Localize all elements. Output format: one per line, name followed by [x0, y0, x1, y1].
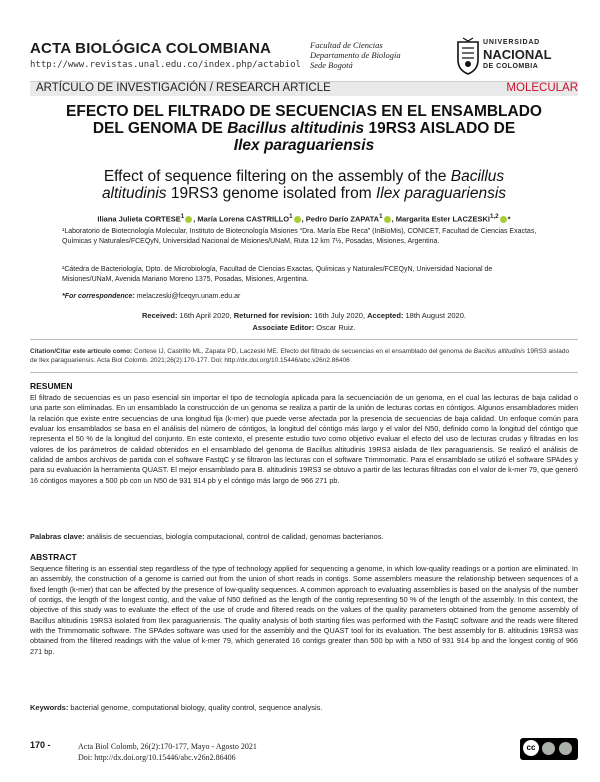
title-es-line3: Ilex paraguariensis: [233, 137, 375, 154]
title-spanish: [30, 103, 578, 154]
title-en-line2: altitudinis 19RS3 genome isolated from Ilex paraguariensis: [101, 185, 507, 202]
citation-block: Citation/Citar este artículo como: Cortese IJ, Castrillo ML, Zapata PD, Laczeski ME. Efecto del filtrado de secuencias en el ensamblado del genoma de Bacillus altitudinis 19RS3 aislado de Ilex paraguariensis. Acta Biol Colomb. 2021;26(2):170-177. Doi: http://dx.doi.org/10.15446/abc.v26n2.86406: [30, 348, 570, 364]
author-affil-sup: 1: [180, 213, 185, 220]
cc-by-icon: [542, 742, 555, 755]
palabras-clave: Palabras clave: análisis de secuencias, biología computacional, control de calidad, genomas bacterianos.: [30, 532, 384, 541]
orcid-icon[interactable]: [500, 216, 507, 223]
coat-of-arms-icon: [455, 36, 481, 76]
author-name: Pedro Darío ZAPATA: [305, 214, 380, 224]
department-line: Departamento de Biología: [310, 50, 401, 60]
title-es-line1: EFECTO DEL FILTRADO DE SECUENCIAS EN EL ENSAMBLADO: [66, 103, 542, 120]
section-label: MOLECULAR: [506, 82, 578, 94]
faculty-line: Facultad de Ciencias: [310, 40, 383, 50]
journal-url[interactable]: http://www.revistas.unal.edu.co/index.php/actabiol: [30, 60, 301, 70]
author-affil-sup: 1: [289, 213, 293, 220]
resumen-text: El filtrado de secuencias es un paso esencial sin importar el tipo de tecnología aplicada para la secuenciación de un genoma, en el cual las lecturas de baja calidad o una parte son eliminadas. En un ensamblado la construcción de un genoma se realiza a partir de la unión de lecturas cortas en cóntigos. Algunos ensambladores miden la relación que existe entre secuencias de una longitud fija (k-mer) que puede verse afectada por la presencia de secuencias de baja calidad. Un enfoque común para evaluar los ensamblados se basa en el análisis del número de cóntigos, la longitud del cóntigo más largo y el valor del N50, definido como la longitud del cóntigo que representa el 50 % de la longitud del conjunto. En este contexto, el presente estudio tuvo como objetivo evaluar el efecto del uso de lecturas crudas y filtradas en los valores de los parámetros de calidad obtenidos en el ensamblado del genoma de Bacillus altitudinis 19RS3 aislada de Ilex paraguariensis. Se realizó el análisis de calidad de ambos archivos de partida con el software FastqC y se filtraron las lecturas con el software Trimmomatic. Para el ensamblado se utilizó el software SPAdes y para su evaluación la herramienta QUAST. El mejor ensamblado para B. altitudinis 19RS3 se obtuvo a partir de las lecturas filtradas con el valor de k-mer 79, que generó 16 cóntigos mayores a 500 pb con un N50 de 931 914 pb y el cóntigo más largo de 966 271 pb.: [30, 393, 578, 485]
correspondence-email[interactable]: melaczeski@fceqyn.unam.edu.ar: [134, 293, 241, 300]
faculty-block: [310, 40, 401, 70]
journal-title: ACTA BIOLÓGICA COLOMBIANA: [30, 40, 272, 57]
campus-line: Sede Bogotá: [310, 60, 353, 70]
orcid-icon[interactable]: [384, 216, 391, 223]
orcid-icon[interactable]: [294, 216, 301, 223]
citation-doi-link[interactable]: http://dx.doi.org/10.15446/abc.v26n2.86406: [224, 357, 350, 364]
abstract-heading: ABSTRACT: [30, 552, 77, 562]
divider: [30, 372, 578, 373]
author-list: Iliana Julieta CORTESE$^1$ , María Lorena CASTRILLO$^1$ , Pedro Darío ZAPATA$^1$ , Margarita Ester LACZESKI$^{1,2}$ *: [97, 213, 511, 224]
page-number: 170 -: [30, 740, 51, 750]
abstract-text: Sequence filtering is an essential step regardless of the type of technology applied for sequencing a genome, in which low-quality readings or a portion are eliminated. In an assembly, the construction of a genome is carried out from the union of short reads in contigs. Some assemblers measure the relationship between sequences of a fixed length (k-mer) that can be affected by the presence of low-quality sequences. A common approach to evaluating assemblies is based on the analysis of the number of contigs, the length of the longest contig, and the value of N50 defined as the length of the contig representing 50 % of the length of the assembly. In this context, the objective of this study was to evaluate the effect of the use of crude and filtered reads on the values of the quality parameters obtained from the genome assembly of Bacillus altitudinis 19RS3 isolated from Ilex paraguariensis. The quality analysis of both starting files was performed with the FastqC software and the reads were filtered with the Trimmomatic software. The SPAdes software was used for the assembly and the QUAST tool for its evaluation. The best assembly for B. altitudinis 19RS3 was obtained from the filtered readings with the value of k-mer 79, which generated 16 contigs greater than 500 bp with a N50 of 931 914 bp and the longest contig of 966 271 bp.: [30, 564, 578, 656]
logo-university: UNIVERSIDAD: [483, 39, 541, 46]
submission-dates: Received: 16th April 2020, Returned for revision: 16th July 2020, Accepted: 18th August 2020.: [142, 311, 466, 320]
logo-nacional: NACIONAL: [483, 47, 552, 62]
cc-icon: cc: [523, 740, 539, 756]
cc-nc-icon: [559, 742, 572, 755]
author-affil-sup: 1: [379, 213, 383, 220]
author-affil-sup: 1,2: [489, 213, 499, 220]
university-logo: [455, 36, 585, 78]
orcid-icon[interactable]: [185, 216, 192, 223]
title-en-line1: Effect of sequence filtering on the assembly of the Bacillus: [103, 168, 505, 185]
footer-doi[interactable]: Doi: http://dx.doi.org/10.15446/abc.v26n2.86406: [78, 753, 236, 762]
logo-de-colombia: DE COLOMBIA: [483, 63, 539, 70]
author-name: Margarita Ester LACZESKI: [395, 214, 490, 224]
footer-reference: [78, 741, 257, 763]
article-type: ARTÍCULO DE INVESTIGACIÓN / RESEARCH ARTICLE: [36, 82, 331, 94]
affiliation-2: ²Cátedra de Bacteriología, Dpto. de Microbiología, Facultad de Ciencias Exactas, Químicas y Naturales/FCEQyN, Universidad Nacional de Misiones/UNaM, Avenida Mariano Moreno 1375, Posadas, Misiones, Argentina.: [62, 266, 493, 283]
article-type-band: [30, 81, 578, 96]
associate-editor: Associate Editor: Oscar Ruiz.: [252, 323, 356, 332]
title-english: [30, 168, 578, 202]
keywords: Keywords: bacterial genome, computational biology, quality control, sequence analysis.: [30, 703, 323, 712]
creative-commons-badge[interactable]: [520, 738, 578, 760]
title-es-line2: DEL GENOMA DE Bacillus altitudinis 19RS3 AISLADO DE: [92, 120, 516, 137]
author-name: María Lorena CASTRILLO: [197, 214, 290, 224]
divider: [30, 339, 578, 340]
correspondence: *For correspondence: melaczeski@fceqyn.unam.edu.ar: [62, 293, 241, 300]
resumen-heading: RESUMEN: [30, 381, 73, 391]
author-name: Iliana Julieta CORTESE: [97, 214, 181, 224]
affiliation-1: ¹Laboratorio de Biotecnología Molecular, Instituto de Biotecnología Misiones “Dra. María Ebe Reca” (InBioMis), CONICET, Facultad de Ciencias Exactas, Químicas y Naturales/FCEQyN, Universidad Nacional de Misiones/UNaM, Ruta 12 km 7½, Posadas, Misiones, Argentina.: [62, 228, 537, 245]
footer-journal-ref: Acta Biol Colomb, 26(2):170-177, Mayo - Agosto 2021: [78, 742, 257, 751]
